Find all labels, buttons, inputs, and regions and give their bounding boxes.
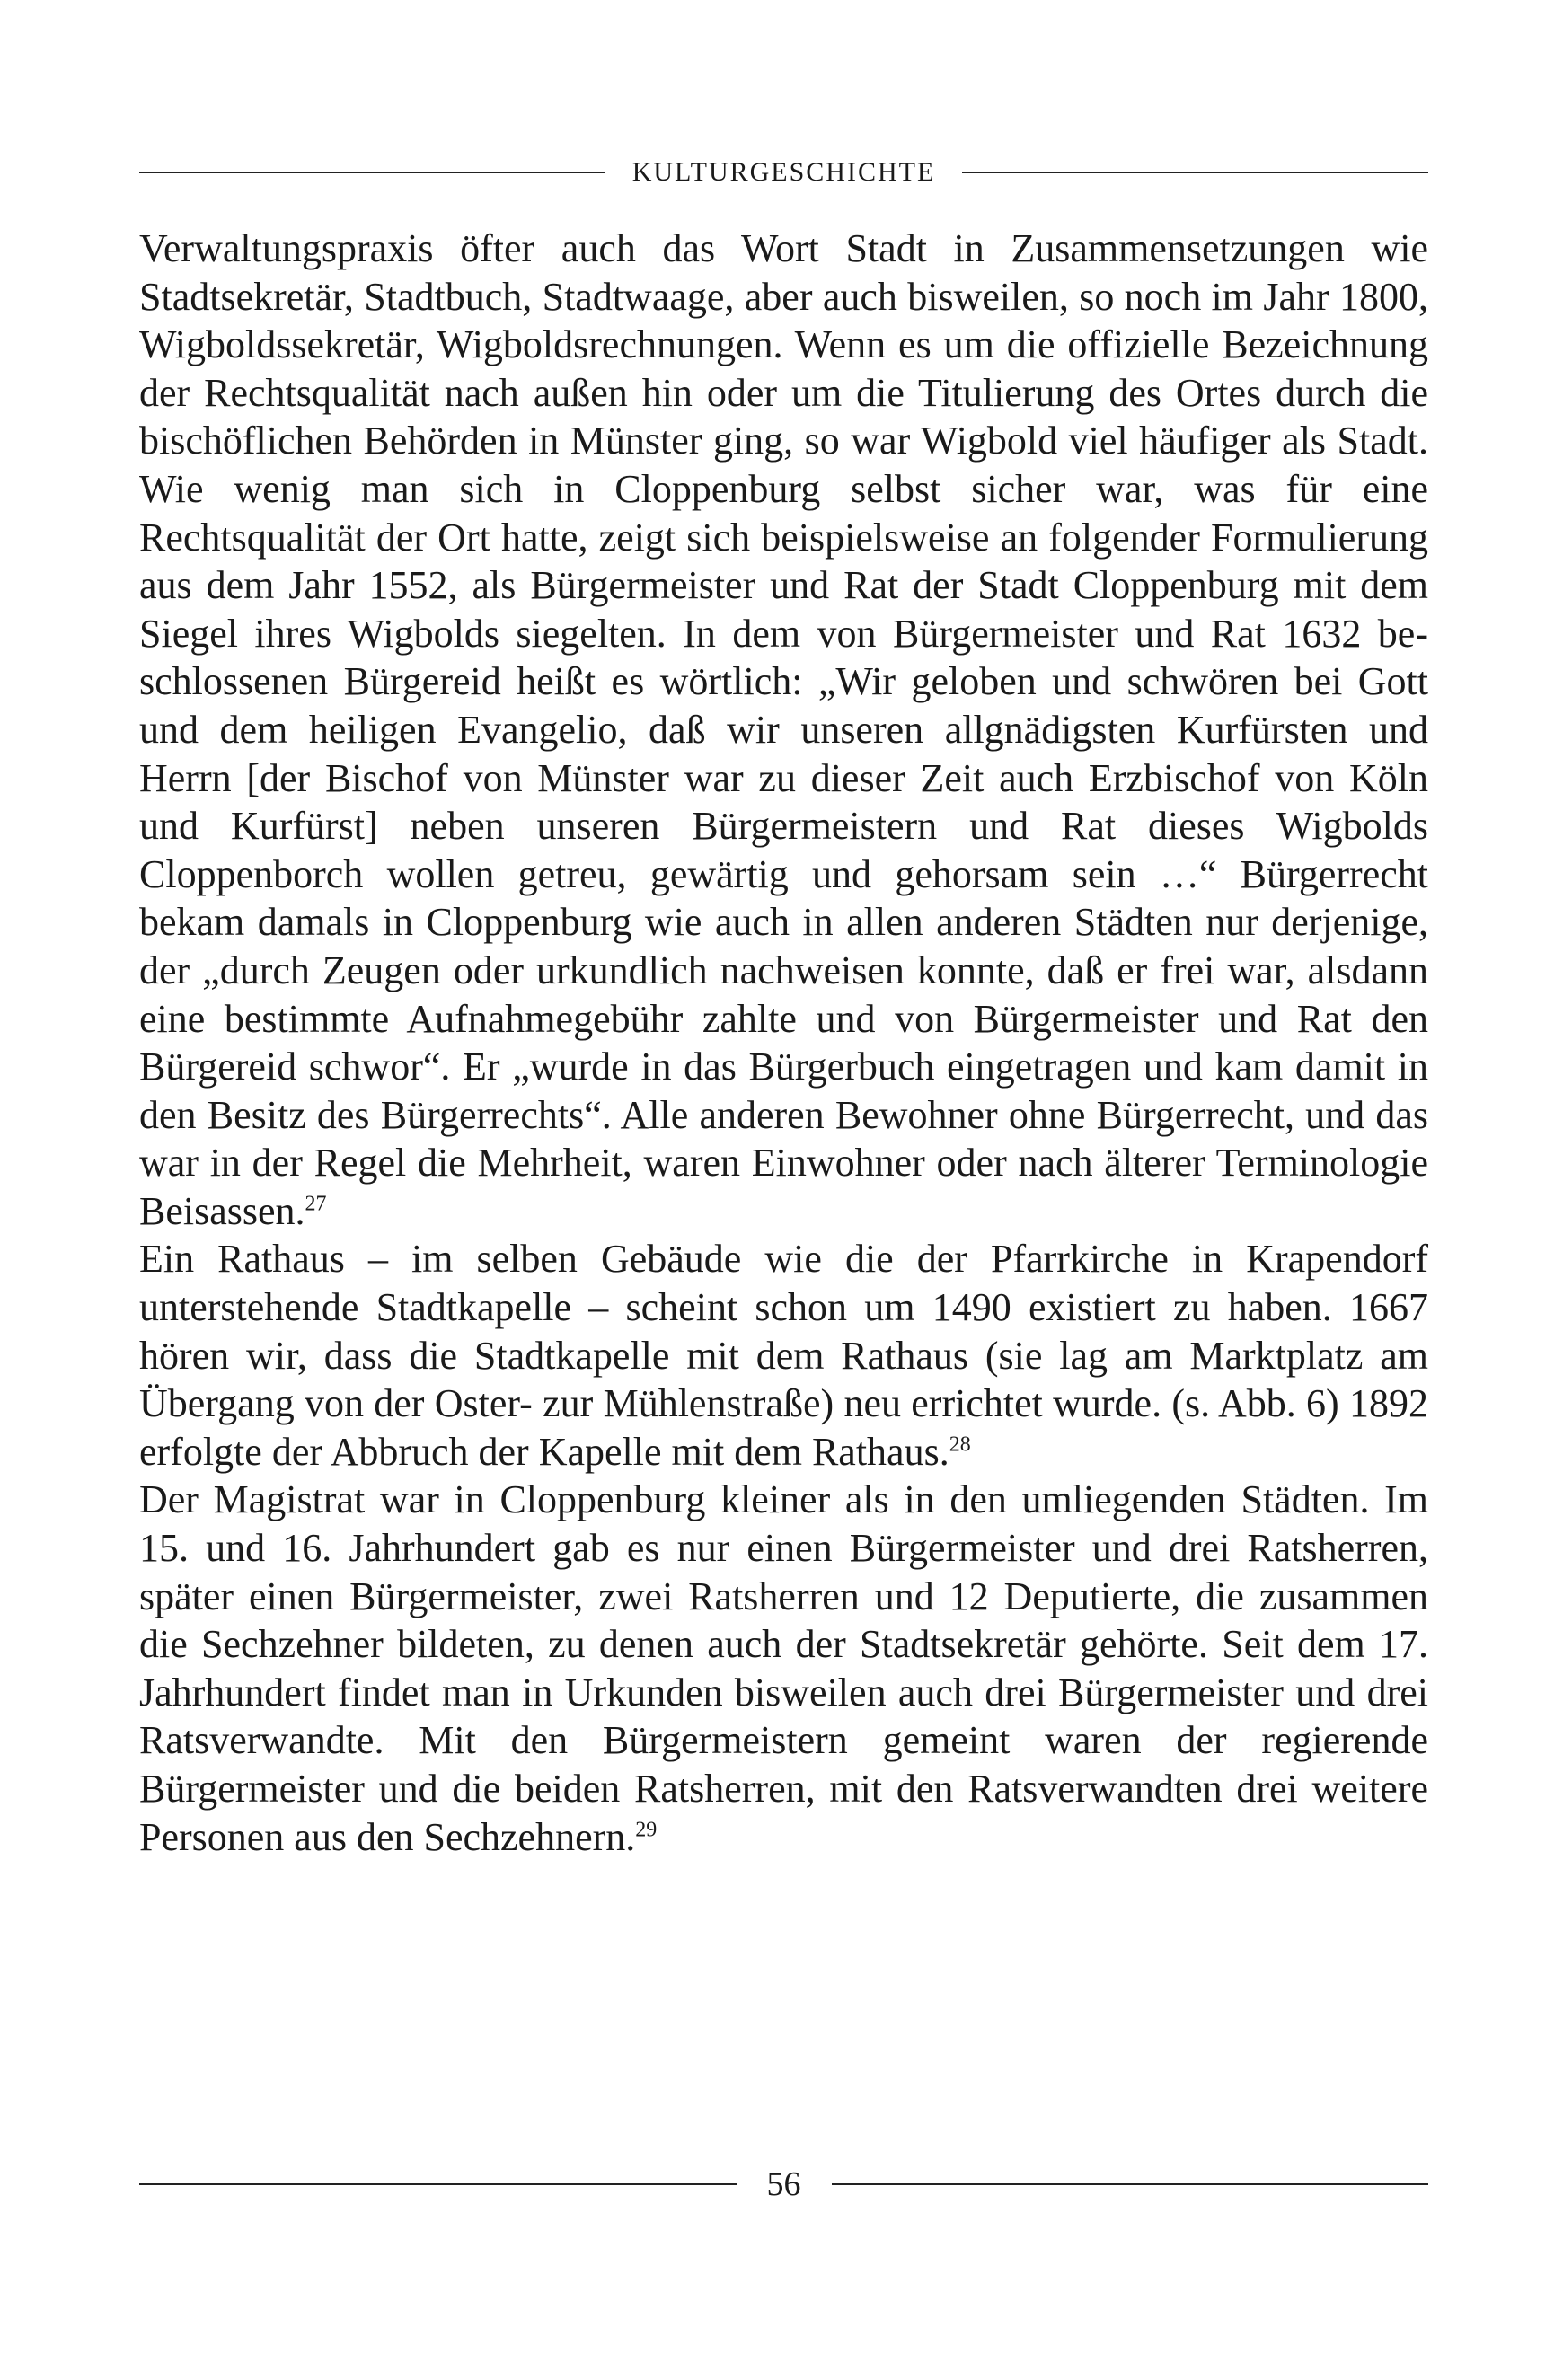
book-page	[139, 0, 1428, 2380]
paragraph-2	[139, 1235, 1428, 1476]
running-header	[139, 157, 1428, 188]
footer-rule-right	[832, 2183, 1429, 2185]
paragraph-text: Verwaltungspraxis öfter auch das Wort Stadt in Zusammensetzungen wie Stadtsekretär, Stadtbuch, Stadtwaage, aber auch bisweilen, so noch im Jahr 1800, Wigboldssekretär, Wigboldsrechnungen. Wenn es um die offizielle Bezeichnung der Rechtsqualität nach außen hin oder um die Titulierung des Ortes durch die bischöflichen Behörden in Münster ging, so war Wigbold viel häufiger als Stadt. Wie wenig man sich in Cloppenburg selbst sicher war, was für eine Rechtsqualität der Ort hatte, zeigt sich beispielsweise an folgender Formulierung aus dem Jahr 1552, als Bürgermeister und Rat der Stadt Cloppenburg mit dem Siegel ihres Wigbolds siegelten. In dem von Bürgermeister und Rat 1632 beschlossenen Bürgereid heißt es wörtlich: „Wir geloben und schwören bei Gott und dem heiligen Evangelio, daß wir unseren allgnädigsten Kurfürsten und Herrn [der Bischof von Münster war zu dieser Zeit auch Erzbischof von Köln und Kurfürst] neben unseren Bürgermeistern und Rat dieses Wigbolds Cloppenborch wollen getreu, gewärtig und gehorsam sein …“ Bürgerrecht bekam damals in Cloppenburg wie auch in allen anderen Städten nur derjenige, der „durch Zeugen oder urkundlich nachweisen konnte, daß er frei war, alsdann eine bestimmte Aufnahmegebühr zahlte und von Bürgermeister und Rat den Bürgereid schwor“. Er „wurde in das Bürgerbuch eingetragen und kam damit in den Besitz des Bürgerrechts“. Alle anderen Bewohner ohne Bürgerrecht, und das war in der Regel die Mehrheit, waren Einwohner oder nach älterer Terminologie Beisassen.	[139, 226, 1428, 1233]
page-footer	[139, 2164, 1428, 2204]
footnote-ref: 28	[949, 1432, 971, 1457]
paragraph-1	[139, 225, 1428, 1235]
page-number: 56	[766, 2165, 801, 2203]
header-rule-left	[139, 172, 605, 173]
footnote-ref: 27	[305, 1192, 327, 1216]
paragraph-text: Der Magistrat war in Cloppenburg kleiner als in den umliegenden Städten. Im 15. und 16. Jahrhundert gab es nur einen Bürgermeister und drei Ratsherren, später einen Bürgermeister, zwei Ratsherren und 12 Deputierte, die zusammen die Sechzehner bildeten, zu denen auch der Stadtsekretär gehörte. Seit dem 17. Jahrhundert findet man in Urkunden bisweilen auch drei Bürgermeister und drei Ratsverwandte. Mit den Bürgermeistern gemeint waren der regierende Bürgermeister und die beiden Ratsherren, mit den Ratsverwandten drei weitere Personen aus den Sechzehnern.	[139, 1477, 1428, 1859]
paragraph-text: Ein Rathaus – im selben Gebäude wie die der Pfarrkirche in Krapendorf unterstehende Stadtkapelle – scheint schon um 1490 existiert zu haben. 1667 hören wir, dass die Stadtkapelle mit dem Rathaus (sie lag am Marktplatz am Übergang von der Oster- zur Mühlenstraße) neu errichtet wurde. (s. Abb. 6) 1892 erfolgte der Abbruch der Kapelle mit dem Rathaus.	[139, 1237, 1428, 1474]
footnote-ref: 29	[635, 1817, 658, 1841]
paragraph-3	[139, 1476, 1428, 1861]
footer-rule-left	[139, 2183, 737, 2185]
body-text	[139, 225, 1428, 1861]
header-rule-right	[962, 172, 1428, 173]
running-header-title: KULTURGESCHICHTE	[631, 157, 936, 187]
